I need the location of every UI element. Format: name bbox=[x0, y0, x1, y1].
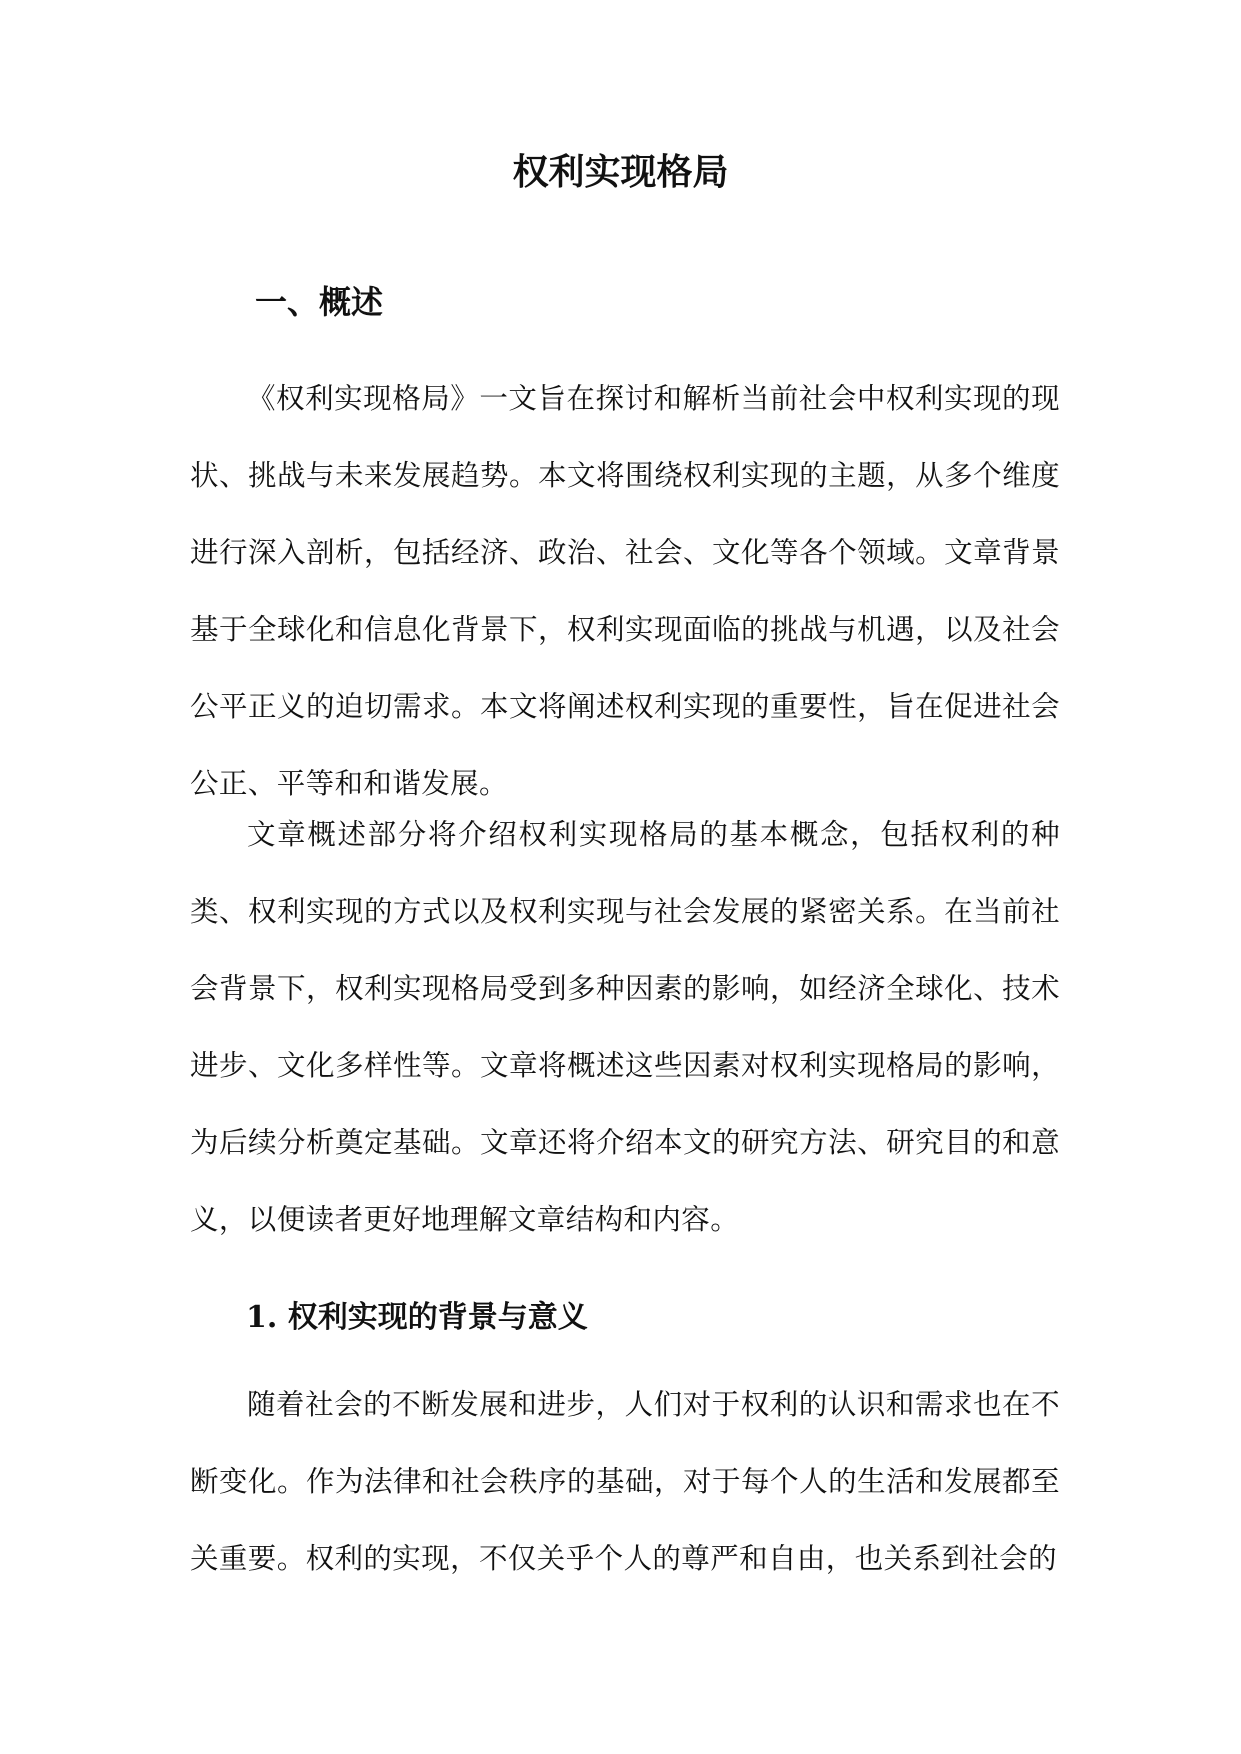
background-paragraph-1: 随着社会的不断发展和进步，人们对于权利的认识和需求也在不断变化。作为法律和社会秩序的基础，对于每个人的生活和发展都至关重要。权利的实现，不仅关乎个人的尊严和自由，也关系到社会的 bbox=[190, 1388, 1060, 1575]
background-paragraph-block bbox=[190, 1366, 1060, 1597]
overview-paragraph-2: 文章概述部分将介绍权利实现格局的基本概念，包括权利的种类、权利实现的方式以及权利实现与社会发展的紧密关系。在当前社会背景下，权利实现格局受到多种因素的影响，如经济全球化、技术进步、文化多样性等。文章将概述这些因素对权利实现格局的影响，为后续分析奠定基础。文章还将介绍本文的研究方法、研究目的和意义，以便读者更好地理解文章结构和内容。 bbox=[190, 818, 1060, 1236]
overview-paragraph-2-block bbox=[190, 796, 1060, 1258]
section-heading-overview: 一、概述 bbox=[255, 283, 384, 321]
overview-paragraph-1-block bbox=[190, 360, 1060, 822]
subsection-heading-background: 1. 权利实现的背景与意义 bbox=[246, 1300, 588, 1335]
overview-paragraph-1: 《权利实现格局》一文旨在探讨和解析当前社会中权利实现的现状、挑战与未来发展趋势。本文将围绕权利实现的主题，从多个维度进行深入剖析，包括经济、政治、社会、文化等各个领域。文章背景基于全球化和信息化背景下，权利实现面临的挑战与机遇，以及社会公平正义的迫切需求。本文将阐述权利实现的重要性，旨在促进社会公正、平等和和谐发展。 bbox=[190, 382, 1060, 800]
document-title: 权利实现格局 bbox=[512, 151, 729, 193]
